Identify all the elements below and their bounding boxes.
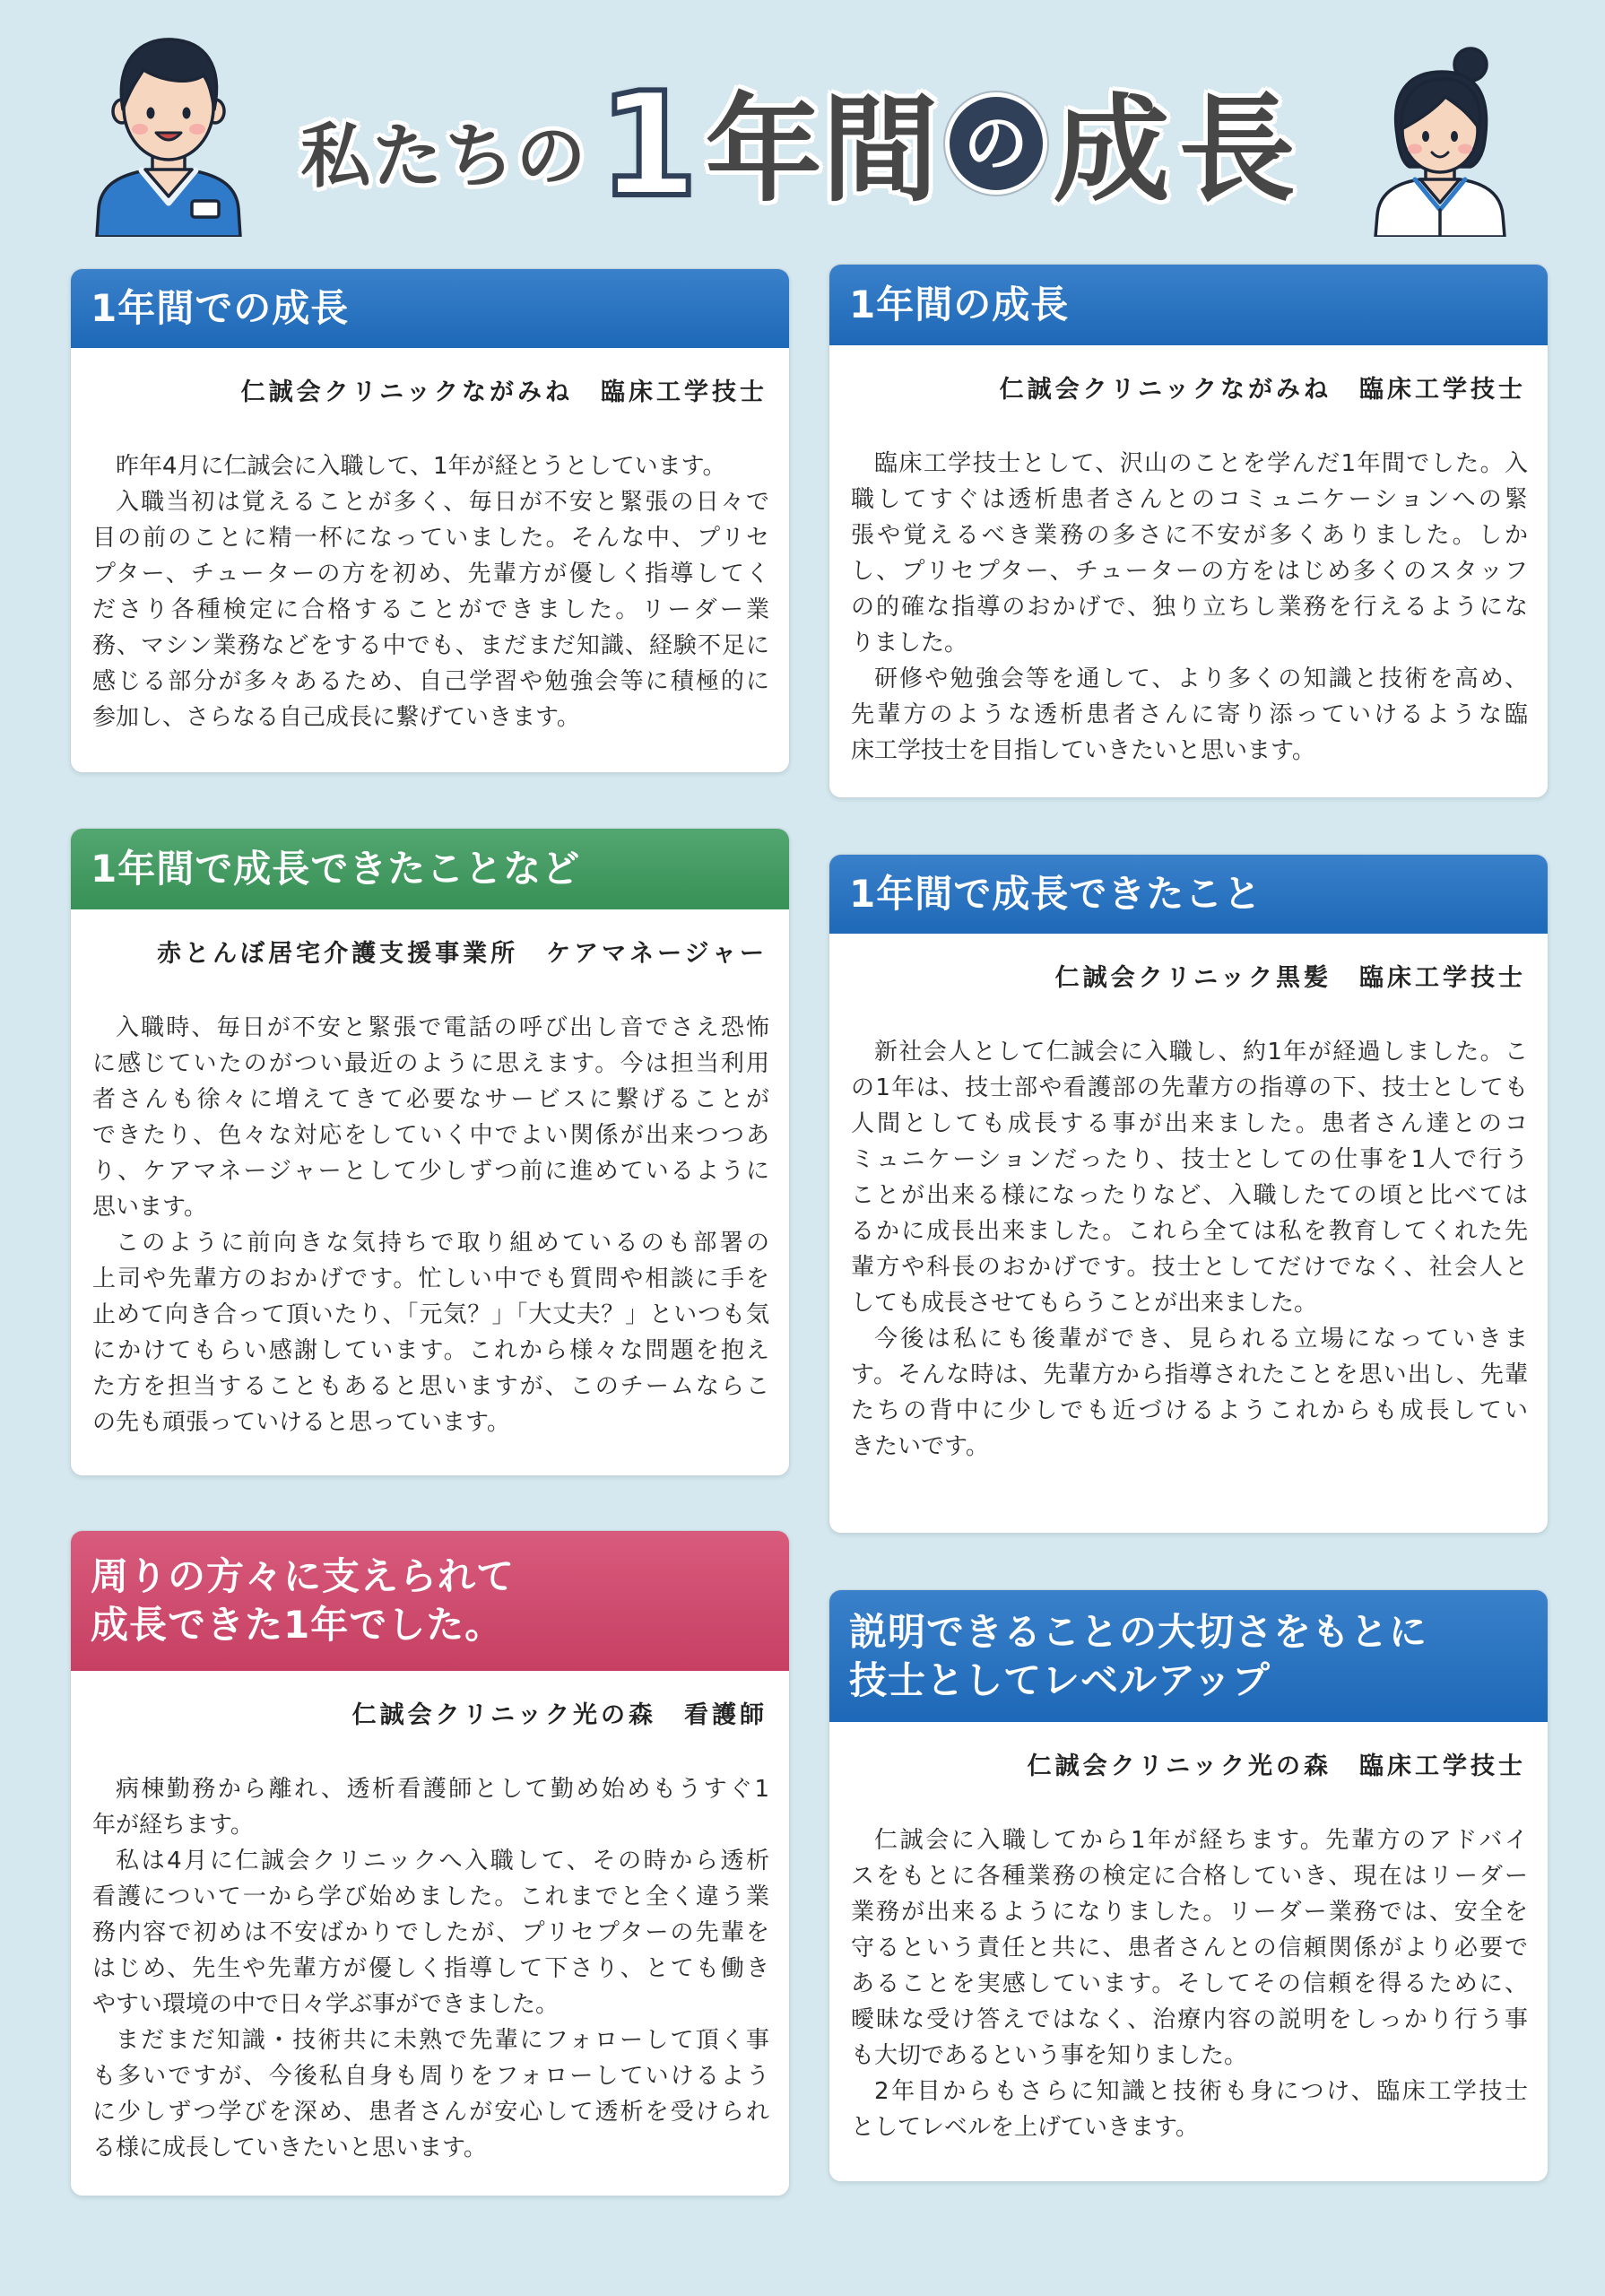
- paragraph: [851, 446, 1528, 661]
- text-line: スをもとに各種業務の検定に合格していき、現在はリーダー: [851, 1863, 1528, 1890]
- card-byline: 仁誠会クリニック光の森 臨床工学技士: [1027, 1752, 1526, 1780]
- text-line: 臨床工学技士として、沢山のことを学んだ1年間でした。入: [874, 450, 1528, 477]
- article-card: [70, 268, 790, 773]
- card-body-text: [71, 448, 789, 735]
- page-title: [0, 61, 1605, 229]
- paragraph: [92, 2022, 769, 2166]
- text-line: の的確な指導のおかげで、独り立ちし業務を行えるようにな: [851, 594, 1528, 621]
- text-line: 昨年4月に仁誠会に入職して、1年が経とうとしています。: [116, 453, 726, 480]
- text-line: 入職当初は覚えることが多く、毎日が不安と緊張の日々で: [116, 489, 769, 516]
- text-line: 入職時、毎日が不安と緊張で電話の呼び出し音でさえ恐怖: [116, 1014, 769, 1041]
- text-line: 先輩方のような透析患者さんに寄り添っていけるような臨: [851, 701, 1528, 728]
- paragraph: [92, 448, 769, 484]
- text-line: 業務が出来るようになりました。リーダー業務では、安全を: [851, 1899, 1528, 1926]
- text-line: 感じる部分が多々あるため、自己学習や勉強会等に積極的に: [92, 668, 769, 695]
- text-line: きたいです。: [851, 1433, 989, 1460]
- paragraph: [92, 1771, 769, 1843]
- text-line: 年が経ちます。: [92, 1812, 254, 1839]
- card-byline: 仁誠会クリニック光の森 看護師: [351, 1701, 768, 1729]
- card-title: 1年間で成長できたことなど: [91, 847, 581, 891]
- text-line: 病棟勤務から離れ、透析看護師として勤め始めもうすぐ1: [116, 1776, 769, 1803]
- card-header: [71, 269, 789, 348]
- card-body-text: [829, 446, 1548, 769]
- text-line: 思います。: [92, 1194, 207, 1221]
- article-card: [70, 828, 790, 1476]
- paragraph: [92, 1225, 769, 1440]
- text-line: も大切であるという事を知りました。: [851, 2042, 1248, 2069]
- text-line: 務、マシン業務などをする中でも、まだまだ知識、経験不足に: [92, 632, 769, 659]
- text-line: 務内容で初めは不安ばかりでしたが、プリセプターの先輩を: [92, 1919, 769, 1946]
- text-line: 今後は私にも後輩ができ、見られる立場になっていきま: [874, 1326, 1528, 1352]
- title-part-one: 1: [598, 61, 698, 229]
- text-line: の先も頑張っていけると思っています。: [92, 1409, 510, 1436]
- title-part-no-circle: の: [950, 97, 1043, 190]
- paragraph: [851, 2074, 1528, 2145]
- text-line: 参加し、さらなる自己成長に繋げていきます。: [92, 704, 580, 731]
- text-line: できたり、色々な対応をしていく中でよい関係が出来つつあ: [92, 1122, 769, 1149]
- text-line: 2年目からもさらに知識と技術も身につけ、臨床工学技士: [874, 2078, 1528, 2105]
- card-title: 1年間での成長: [91, 286, 350, 330]
- text-line: ださり各種検定に合格することができました。リーダー業: [92, 596, 769, 623]
- text-line: たちの背中に少しでも近づけるようこれからも成長してい: [851, 1397, 1528, 1424]
- text-line: に感じていたのがつい最近のように思えます。今は担当利用: [92, 1050, 769, 1077]
- text-line: に少しずつ学びを深め、患者さんが安心して透析を受けられ: [92, 2099, 769, 2126]
- card-byline: 仁誠会クリニックながみね 臨床工学技士: [999, 376, 1526, 404]
- card-header: [829, 1590, 1548, 1722]
- card-header: [829, 265, 1548, 345]
- paragraph: [851, 1034, 1528, 1321]
- text-line: 床工学技士を目指していきたいと思います。: [851, 737, 1315, 764]
- text-line: る様に成長していきたいと思います。: [92, 2135, 487, 2161]
- text-line: やすい環境の中で日々学ぶ事ができました。: [92, 1991, 560, 2018]
- text-line: りました。: [851, 630, 968, 657]
- article-card: [829, 1589, 1549, 2182]
- text-line: し、プリセプター、チューターの方をはじめ多くのスタッフ: [851, 558, 1528, 585]
- text-line: 輩方や科長のおかげです。技士としてだけでなく、社会人と: [851, 1254, 1528, 1281]
- card-body-text: [71, 1010, 789, 1440]
- paragraph: [92, 1010, 769, 1225]
- card-header: [71, 829, 789, 909]
- article-card: [829, 854, 1549, 1534]
- text-line: 研修や勉強会等を通して、より多くの知識と技術を高め、: [874, 665, 1528, 692]
- card-title: 1年間の成長: [849, 283, 1070, 326]
- card-byline: 仁誠会クリニックながみね 臨床工学技士: [240, 378, 768, 406]
- text-line: 上司や先輩方のおかげです。忙しい中でも質問や相談に手を: [92, 1265, 769, 1292]
- text-line: このように前向きな気持ちで取り組めているのも部署の: [116, 1230, 769, 1257]
- text-line: はじめ、先生や先輩方が優しく指導して下さり、とても働き: [92, 1955, 769, 1982]
- text-line: プター、チューターの方を初め、先輩方が優しく指導してく: [92, 561, 769, 587]
- card-body-text: [829, 1034, 1548, 1465]
- paragraph: [92, 1843, 769, 2022]
- text-line: 守るという責任と共に、患者さんとの信頼関係がより必要で: [851, 1935, 1528, 1961]
- text-line: た方を担当することもあると思いますが、このチームならこ: [92, 1373, 769, 1400]
- text-line: るかに成長出来ました。これら全ては私を教育してくれた先: [851, 1218, 1528, 1245]
- card-title: 周りの方々に支えられて: [91, 1554, 516, 1598]
- card-title: 説明できることの大切さをもとに: [849, 1609, 1428, 1654]
- text-line: 止めて向き合って頂いたり、「元気？」「大丈夫？」といつも気: [92, 1301, 769, 1328]
- card-byline: 仁誠会クリニック黒髪 臨床工学技士: [1054, 964, 1526, 992]
- paragraph: [851, 1321, 1528, 1465]
- article-card: [829, 264, 1549, 798]
- card-title: 成長できた1年でした。: [91, 1603, 504, 1647]
- card-title: 1年間で成長できたこと: [849, 872, 1262, 916]
- text-line: 目の前のことに精一杯になっていました。そんな中、プリセ: [92, 525, 769, 552]
- text-line: ことが出来る様になったりなど、入職したての頃と比べては: [851, 1182, 1528, 1209]
- text-line: まだまだ知識・技術共に未熟で先輩にフォローして頂く事: [116, 2027, 769, 2054]
- card-body-text: [71, 1771, 789, 2166]
- card-title: 技士としてレベルアップ: [849, 1657, 1271, 1702]
- text-line: 者さんも徐々に増えてきて必要なサービスに繋げることが: [92, 1086, 769, 1113]
- text-line: 曖昧な受け答えではなく、治療内容の説明をしっかり行う事: [851, 2006, 1528, 2033]
- text-line: ミュニケーションだったり、技士としての仕事を1人で行う: [851, 1146, 1528, 1173]
- text-line: り、ケアマネージャーとして少しずつ前に進めているように: [92, 1158, 769, 1185]
- text-line: 私は4月に仁誠会クリニックへ入職して、その時から透析: [116, 1848, 769, 1874]
- text-line: 新社会人として仁誠会に入職し、約1年が経過しました。こ: [874, 1039, 1528, 1065]
- text-line: しても成長させてもらうことが出来ました。: [851, 1290, 1318, 1317]
- text-line: 仁誠会に入職してから1年が経ちます。先輩方のアドバイ: [874, 1827, 1528, 1854]
- text-line: 看護について一から学び始めました。これまでと全く違う業: [92, 1883, 769, 1910]
- text-line: の1年は、技士部や看護部の先輩方の指導の下、技士としても: [851, 1074, 1528, 1101]
- text-line: としてレベルを上げていきます。: [851, 2114, 1199, 2141]
- card-header: [829, 855, 1548, 934]
- text-line: 職してすぐは透析患者さんとのコミュニケーションへの緊: [851, 486, 1528, 513]
- title-part-nenkan: 年間: [705, 82, 939, 218]
- paragraph: [851, 1822, 1528, 2074]
- article-card: [70, 1530, 790, 2196]
- text-line: 張や覚えるべき業務の多さに不安が多くありました。しか: [851, 522, 1528, 549]
- card-byline: 赤とんぼ居宅介護支援事業所 ケアマネージャー: [157, 940, 768, 968]
- title-part-watashitachino: 私たちの: [300, 117, 588, 197]
- text-line: す。そんな時は、先輩方から指導されたことを思い出し、先輩: [851, 1361, 1528, 1388]
- text-line: にかけてもらい感謝しています。これから様々な問題を抱え: [92, 1337, 769, 1364]
- paragraph: [851, 661, 1528, 769]
- text-line: も多いですが、今後私自身も周りをフォローしていけるよう: [92, 2063, 769, 2090]
- card-body-text: [829, 1822, 1548, 2145]
- title-part-seichou: 成長: [1053, 82, 1305, 218]
- text-line: 人間としても成長する事が出来ました。患者さん達とのコ: [851, 1110, 1528, 1137]
- text-line: あることを実感しています。そしてその信頼を得るために、: [851, 1970, 1528, 1997]
- card-header: [71, 1531, 789, 1671]
- paragraph: [92, 484, 769, 735]
